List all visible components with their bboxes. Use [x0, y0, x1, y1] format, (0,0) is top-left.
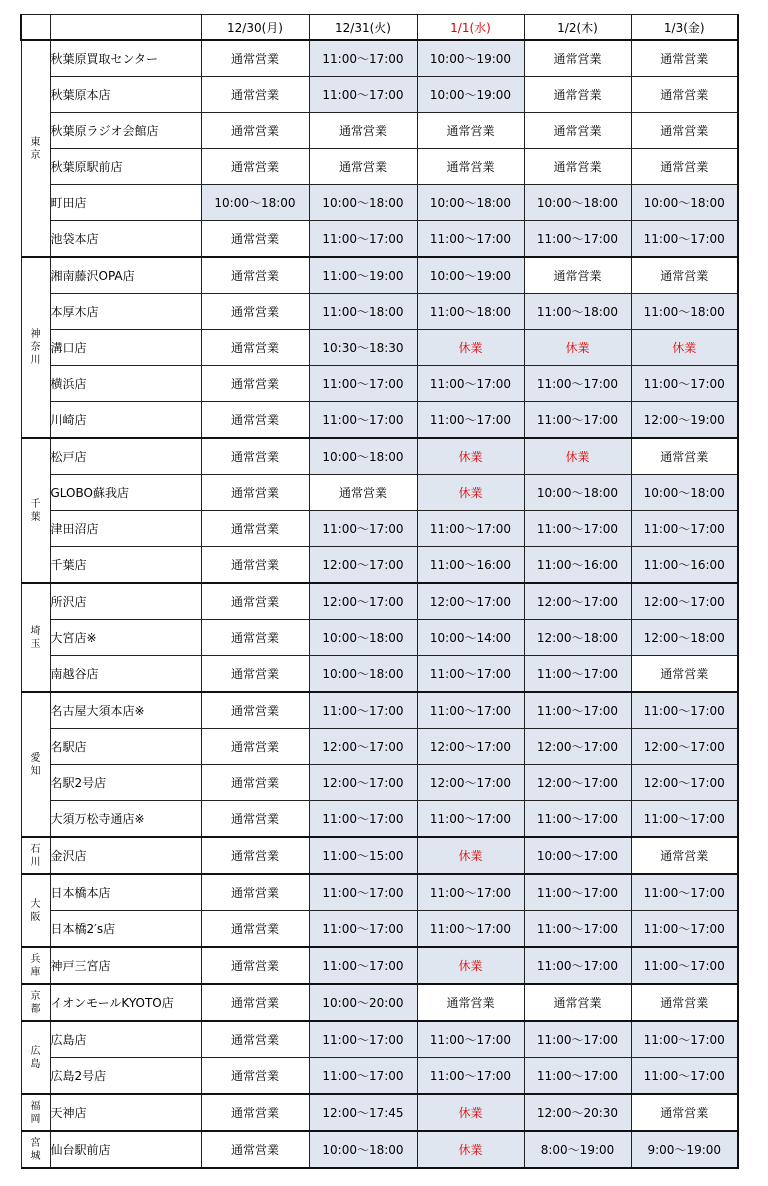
hours-cell: 11:00～17:00: [631, 911, 738, 948]
hours-cell: 11:00～16:00: [524, 547, 631, 584]
hours-cell: 11:00～17:00: [417, 511, 524, 547]
hours-cell: 12:00～17:00: [524, 765, 631, 801]
hours-cell: 通常営業: [201, 1058, 309, 1095]
hours-cell: 通常営業: [201, 765, 309, 801]
hours-cell: 12:00～17:00: [417, 729, 524, 765]
closed-cell: 休業: [417, 837, 524, 874]
hours-cell: 12:00～17:00: [309, 729, 417, 765]
hours-cell: 11:00～17:00: [631, 221, 738, 258]
table-row: [21, 911, 738, 948]
closed-cell: 休業: [417, 1094, 524, 1131]
hours-cell: 11:00～17:00: [309, 692, 417, 729]
table-row: [21, 221, 738, 258]
table-row: [21, 1021, 738, 1058]
hours-cell: 11:00～16:00: [417, 547, 524, 584]
hours-cell: 11:00～17:00: [309, 1058, 417, 1095]
hours-cell: 通常営業: [201, 620, 309, 656]
prefecture-label: [21, 984, 50, 1021]
table-row: [21, 438, 738, 475]
store-name: 日本橋2′s店: [50, 911, 201, 948]
table-row: [21, 77, 738, 113]
store-name: 広島2号店: [50, 1058, 201, 1095]
prefecture-label: [21, 692, 50, 837]
table-row: [21, 692, 738, 729]
hours-cell: 11:00～17:00: [524, 511, 631, 547]
store-name: 秋葉原本店: [50, 77, 201, 113]
hours-cell: 12:00～17:00: [631, 583, 738, 620]
hours-cell: 10:00～18:00: [309, 185, 417, 221]
store-name: 広島店: [50, 1021, 201, 1058]
hours-cell: 通常営業: [524, 113, 631, 149]
store-name: 湘南藤沢OPA店: [50, 257, 201, 294]
hours-cell: 11:00～17:00: [309, 511, 417, 547]
hours-cell: 12:00～17:00: [309, 547, 417, 584]
hours-cell: 11:00～16:00: [631, 547, 738, 584]
hours-cell: 12:00～17:00: [417, 765, 524, 801]
hours-cell: 11:00～17:00: [309, 947, 417, 984]
hours-cell: 11:00～17:00: [309, 221, 417, 258]
hours-cell: 11:00～17:00: [631, 366, 738, 402]
store-name: 仙台駅前店: [50, 1131, 201, 1168]
prefecture-text: 兵庫: [30, 953, 41, 978]
table-row: [21, 402, 738, 439]
hours-cell: 11:00～17:00: [631, 947, 738, 984]
hours-cell: 通常営業: [201, 149, 309, 185]
hours-cell: 11:00～17:00: [524, 1058, 631, 1095]
hours-cell: 11:00～15:00: [309, 837, 417, 874]
hours-cell: 通常営業: [201, 1131, 309, 1168]
header-day: 1/3(金): [631, 15, 738, 41]
hours-cell: 12:00～17:00: [631, 765, 738, 801]
closed-cell: 休業: [524, 438, 631, 475]
hours-cell: 通常営業: [631, 1094, 738, 1131]
prefecture-text: 大阪: [30, 898, 41, 923]
hours-cell: 通常営業: [631, 257, 738, 294]
hours-cell: 通常営業: [201, 837, 309, 874]
store-name: 横浜店: [50, 366, 201, 402]
hours-cell: 通常営業: [524, 984, 631, 1021]
hours-cell: 11:00～17:00: [417, 366, 524, 402]
store-name: イオンモールKYOTO店: [50, 984, 201, 1021]
hours-cell: 12:00～18:00: [524, 620, 631, 656]
store-name: 天神店: [50, 1094, 201, 1131]
store-name: 南越谷店: [50, 656, 201, 693]
hours-cell: 11:00～17:00: [309, 40, 417, 77]
table-row: [21, 113, 738, 149]
hours-cell: 通常営業: [201, 113, 309, 149]
header-day: 1/2(木): [524, 15, 631, 41]
store-name: 秋葉原買取センター: [50, 40, 201, 77]
store-name: 所沢店: [50, 583, 201, 620]
table-row: [21, 547, 738, 584]
store-name: 秋葉原ラジオ会館店: [50, 113, 201, 149]
hours-cell: 10:00～18:00: [309, 1131, 417, 1168]
hours-cell: 通常営業: [201, 729, 309, 765]
hours-cell: 9:00～19:00: [631, 1131, 738, 1168]
hours-cell: 11:00～17:00: [524, 366, 631, 402]
table-row: [21, 801, 738, 838]
hours-cell: 12:00～17:00: [631, 729, 738, 765]
hours-cell: 通常営業: [201, 583, 309, 620]
hours-cell: 10:00～17:00: [524, 837, 631, 874]
header-day: 12/30(月): [201, 15, 309, 41]
prefecture-label: [21, 40, 50, 257]
header-day-holiday: 1/1(水): [417, 15, 524, 41]
hours-cell: 12:00～18:00: [631, 620, 738, 656]
hours-cell: 11:00～17:00: [417, 1058, 524, 1095]
hours-cell: 通常営業: [201, 947, 309, 984]
hours-cell: 11:00～18:00: [417, 294, 524, 330]
hours-cell: 10:00～14:00: [417, 620, 524, 656]
hours-cell: 11:00～17:00: [417, 911, 524, 948]
hours-cell: 11:00～17:00: [309, 77, 417, 113]
hours-cell: 通常営業: [631, 40, 738, 77]
table-row: [21, 656, 738, 693]
store-name: 池袋本店: [50, 221, 201, 258]
header-pref-cell: [21, 15, 50, 41]
hours-cell: 通常営業: [201, 911, 309, 948]
hours-cell: 通常営業: [631, 113, 738, 149]
hours-cell: 10:00～18:00: [524, 185, 631, 221]
store-name: 名古屋大須本店※: [50, 692, 201, 729]
prefecture-text: 東京: [30, 136, 41, 161]
hours-cell: 11:00～17:00: [524, 947, 631, 984]
hours-cell: 11:00～17:00: [417, 1021, 524, 1058]
hours-cell: 11:00～17:00: [417, 692, 524, 729]
hours-cell: 通常営業: [201, 294, 309, 330]
prefecture-text: 石川: [30, 843, 41, 868]
hours-cell: 11:00～17:00: [309, 402, 417, 439]
hours-cell: 11:00～17:00: [631, 511, 738, 547]
table-row: [21, 149, 738, 185]
hours-cell: 11:00～17:00: [417, 874, 524, 911]
hours-cell: 10:00～18:00: [201, 185, 309, 221]
header-day: 12/31(火): [309, 15, 417, 41]
hours-cell: 10:00～18:00: [631, 475, 738, 511]
table-row: [21, 1094, 738, 1131]
store-name: 本厚木店: [50, 294, 201, 330]
table-row: [21, 475, 738, 511]
store-name: 名駅店: [50, 729, 201, 765]
hours-cell: 11:00～17:00: [524, 656, 631, 693]
prefecture-label: [21, 257, 50, 438]
table-row: [21, 765, 738, 801]
store-name: 溝口店: [50, 330, 201, 366]
closed-cell: 休業: [417, 330, 524, 366]
hours-cell: 11:00～17:00: [417, 656, 524, 693]
hours-cell: 通常営業: [201, 40, 309, 77]
table-row: [21, 185, 738, 221]
prefecture-label: [21, 1094, 50, 1131]
closed-cell: 休業: [631, 330, 738, 366]
hours-cell: 11:00～17:00: [309, 874, 417, 911]
table-row: [21, 257, 738, 294]
store-name: 神戸三宮店: [50, 947, 201, 984]
hours-cell: 11:00～17:00: [417, 801, 524, 838]
store-name: 津田沼店: [50, 511, 201, 547]
prefecture-text: 愛知: [30, 752, 41, 777]
hours-cell: 通常営業: [524, 77, 631, 113]
prefecture-label: [21, 1021, 50, 1094]
hours-cell: 11:00～17:00: [524, 1021, 631, 1058]
prefecture-label: [21, 874, 50, 947]
store-name: 名駅2号店: [50, 765, 201, 801]
table-row: [21, 837, 738, 874]
table-row: [21, 947, 738, 984]
prefecture-text: 埼玉: [30, 625, 41, 650]
hours-cell: 12:00～17:45: [309, 1094, 417, 1131]
prefecture-label: [21, 583, 50, 692]
table-row: [21, 330, 738, 366]
hours-cell: 通常営業: [201, 402, 309, 439]
hours-cell: 通常営業: [201, 656, 309, 693]
prefecture-text: 広島: [30, 1045, 41, 1070]
hours-cell: 12:00～17:00: [309, 583, 417, 620]
hours-cell: 通常営業: [309, 475, 417, 511]
hours-cell: 10:00～19:00: [417, 77, 524, 113]
hours-cell: 11:00～17:00: [309, 366, 417, 402]
hours-cell: 通常営業: [201, 475, 309, 511]
hours-cell: 通常営業: [417, 113, 524, 149]
hours-cell: 通常営業: [201, 511, 309, 547]
hours-cell: 11:00～17:00: [631, 1058, 738, 1095]
hours-cell: 通常営業: [201, 984, 309, 1021]
hours-cell: 通常営業: [631, 984, 738, 1021]
hours-cell: 通常営業: [201, 257, 309, 294]
hours-cell: 10:00～18:00: [309, 656, 417, 693]
store-name: 松戸店: [50, 438, 201, 475]
prefecture-label: [21, 438, 50, 583]
hours-cell: 10:00～18:00: [309, 438, 417, 475]
schedule-body: [21, 40, 738, 1168]
hours-cell: 10:00～20:00: [309, 984, 417, 1021]
table-row: [21, 1131, 738, 1168]
hours-cell: 10:30～18:30: [309, 330, 417, 366]
hours-cell: 11:00～17:00: [631, 692, 738, 729]
hours-cell: 11:00～17:00: [524, 801, 631, 838]
hours-cell: 通常営業: [201, 801, 309, 838]
hours-cell: 通常営業: [524, 40, 631, 77]
table-row: [21, 1058, 738, 1095]
hours-cell: 11:00～17:00: [631, 1021, 738, 1058]
hours-cell: 11:00～17:00: [524, 692, 631, 729]
hours-cell: 通常営業: [524, 149, 631, 185]
hours-cell: 11:00～17:00: [309, 801, 417, 838]
prefecture-label: [21, 947, 50, 984]
prefecture-text: 千葉: [30, 498, 41, 523]
hours-cell: 通常営業: [201, 77, 309, 113]
prefecture-label: [21, 1131, 50, 1168]
table-row: [21, 874, 738, 911]
table-row: [21, 583, 738, 620]
store-name: 金沢店: [50, 837, 201, 874]
hours-cell: 通常営業: [201, 874, 309, 911]
table-row: [21, 294, 738, 330]
table-row: [21, 511, 738, 547]
hours-cell: 通常営業: [631, 837, 738, 874]
hours-cell: 11:00～17:00: [524, 402, 631, 439]
prefecture-text: 神奈川: [30, 329, 41, 366]
prefecture-label: [21, 837, 50, 874]
store-name: 大須万松寺通店※: [50, 801, 201, 838]
store-name: 大宮店※: [50, 620, 201, 656]
hours-cell: 11:00～17:00: [631, 874, 738, 911]
hours-cell: 通常営業: [201, 1021, 309, 1058]
holiday-schedule-table: [20, 14, 739, 1169]
hours-cell: 通常営業: [309, 113, 417, 149]
hours-cell: 10:00～18:00: [417, 185, 524, 221]
table-row: [21, 40, 738, 77]
closed-cell: 休業: [417, 475, 524, 511]
header-row: [21, 15, 738, 41]
prefecture-text: 京都: [30, 990, 41, 1015]
hours-cell: 通常営業: [201, 438, 309, 475]
prefecture-text: 宮城: [30, 1137, 41, 1162]
hours-cell: 10:00～18:00: [524, 475, 631, 511]
table-row: [21, 620, 738, 656]
closed-cell: 休業: [417, 438, 524, 475]
store-name: 日本橋本店: [50, 874, 201, 911]
hours-cell: 通常営業: [201, 692, 309, 729]
table-row: [21, 729, 738, 765]
prefecture-text: 福岡: [30, 1100, 41, 1125]
hours-cell: 11:00～18:00: [631, 294, 738, 330]
hours-cell: 11:00～17:00: [417, 221, 524, 258]
hours-cell: 11:00～17:00: [417, 402, 524, 439]
hours-cell: 通常営業: [309, 149, 417, 185]
hours-cell: 11:00～18:00: [524, 294, 631, 330]
hours-cell: 11:00～17:00: [309, 1021, 417, 1058]
hours-cell: 10:00～18:00: [631, 185, 738, 221]
hours-cell: 通常営業: [201, 366, 309, 402]
table-row: [21, 366, 738, 402]
store-name: GLOBO蘇我店: [50, 475, 201, 511]
hours-cell: 通常営業: [417, 149, 524, 185]
hours-cell: 通常営業: [201, 547, 309, 584]
hours-cell: 8:00～19:00: [524, 1131, 631, 1168]
hours-cell: 通常営業: [524, 257, 631, 294]
header-store-cell: [50, 15, 201, 41]
closed-cell: 休業: [524, 330, 631, 366]
hours-cell: 10:00～19:00: [417, 257, 524, 294]
hours-cell: 10:00～19:00: [417, 40, 524, 77]
hours-cell: 通常営業: [201, 330, 309, 366]
hours-cell: 通常営業: [631, 656, 738, 693]
hours-cell: 11:00～18:00: [309, 294, 417, 330]
hours-cell: 12:00～17:00: [524, 729, 631, 765]
hours-cell: 12:00～17:00: [524, 583, 631, 620]
hours-cell: 11:00～17:00: [631, 801, 738, 838]
hours-cell: 通常営業: [201, 221, 309, 258]
hours-cell: 11:00～17:00: [524, 911, 631, 948]
store-name: 町田店: [50, 185, 201, 221]
hours-cell: 通常営業: [417, 984, 524, 1021]
hours-cell: 12:00～17:00: [417, 583, 524, 620]
hours-cell: 12:00～20:30: [524, 1094, 631, 1131]
store-name: 秋葉原駅前店: [50, 149, 201, 185]
closed-cell: 休業: [417, 947, 524, 984]
hours-cell: 11:00～17:00: [524, 874, 631, 911]
hours-cell: 通常営業: [631, 149, 738, 185]
hours-cell: 11:00～17:00: [309, 911, 417, 948]
table-row: [21, 984, 738, 1021]
store-name: 川崎店: [50, 402, 201, 439]
store-name: 千葉店: [50, 547, 201, 584]
hours-cell: 11:00～19:00: [309, 257, 417, 294]
hours-cell: 12:00～19:00: [631, 402, 738, 439]
hours-cell: 通常営業: [201, 1094, 309, 1131]
hours-cell: 11:00～17:00: [524, 221, 631, 258]
hours-cell: 12:00～17:00: [309, 765, 417, 801]
hours-cell: 通常営業: [631, 438, 738, 475]
hours-cell: 10:00～18:00: [309, 620, 417, 656]
closed-cell: 休業: [417, 1131, 524, 1168]
hours-cell: 通常営業: [631, 77, 738, 113]
